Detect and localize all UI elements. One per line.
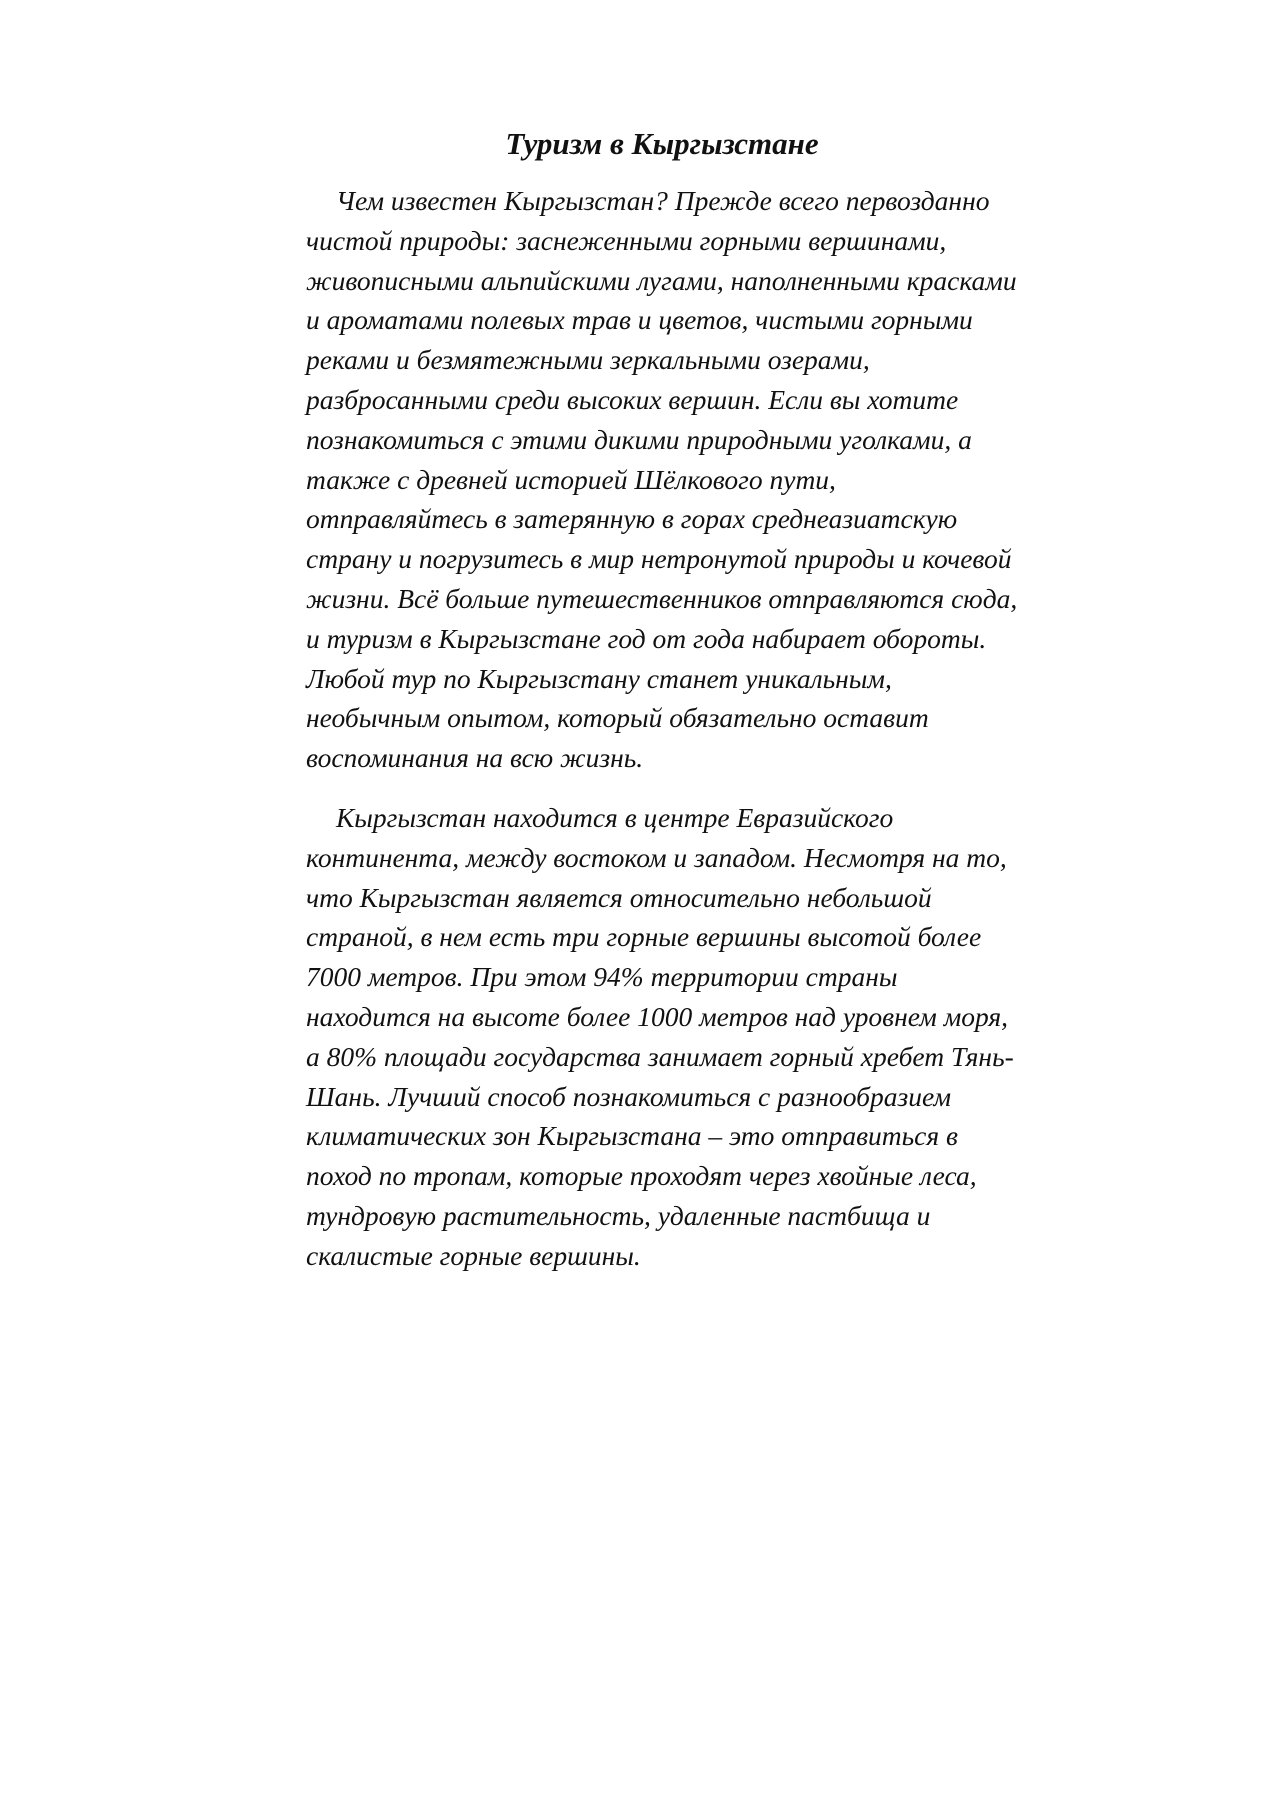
paragraph-1: Чем известен Кыргызстан? Прежде всего первозданно чистой природы: заснеженными горными вершинами, живописными альпийскими лугами, наполненными красками и ароматами полевых трав и цветов, чистыми горными реками и безмятежными зеркальными озерами, разбросанными среди высоких вершин. Если вы хотите познакомиться с этими дикими природными уголками, а также с древней историей Шёлкового пути, отправляйтесь в затерянную в горах среднеазиатскую страну и погрузитесь в мир нетронутой природы и кочевой жизни. Всё больше путешественников отправляются сюда, и туризм в Кыргызстане год от года набирает обороты. Любой тур по Кыргызстану станет уникальным, необычным опытом, который обязательно оставит воспоминания на всю жизнь. bbox=[306, 185, 1018, 774]
document-body bbox=[306, 125, 1018, 1296]
document-title: Туризм в Кыргызстане bbox=[505, 126, 819, 161]
paragraph-2: Кыргызстан находится в центре Евразийского континента, между востоком и западом. Несмотря на то, что Кыргызстан является относительно небольшой страной, в нем есть три горные вершины высотой более 7000 метров. При этом 94% территории страны находится на высоте более 1000 метров над уровнем моря, а 80% площади государства занимает горный хребет Тянь-Шань. Лучший способ познакомиться с разнообразием климатических зон Кыргызстана – это отправиться в поход по тропам, которые проходят через хвойные леса, тундровую растительность, удаленные пастбища и скалистые горные вершины. bbox=[306, 801, 1014, 1271]
